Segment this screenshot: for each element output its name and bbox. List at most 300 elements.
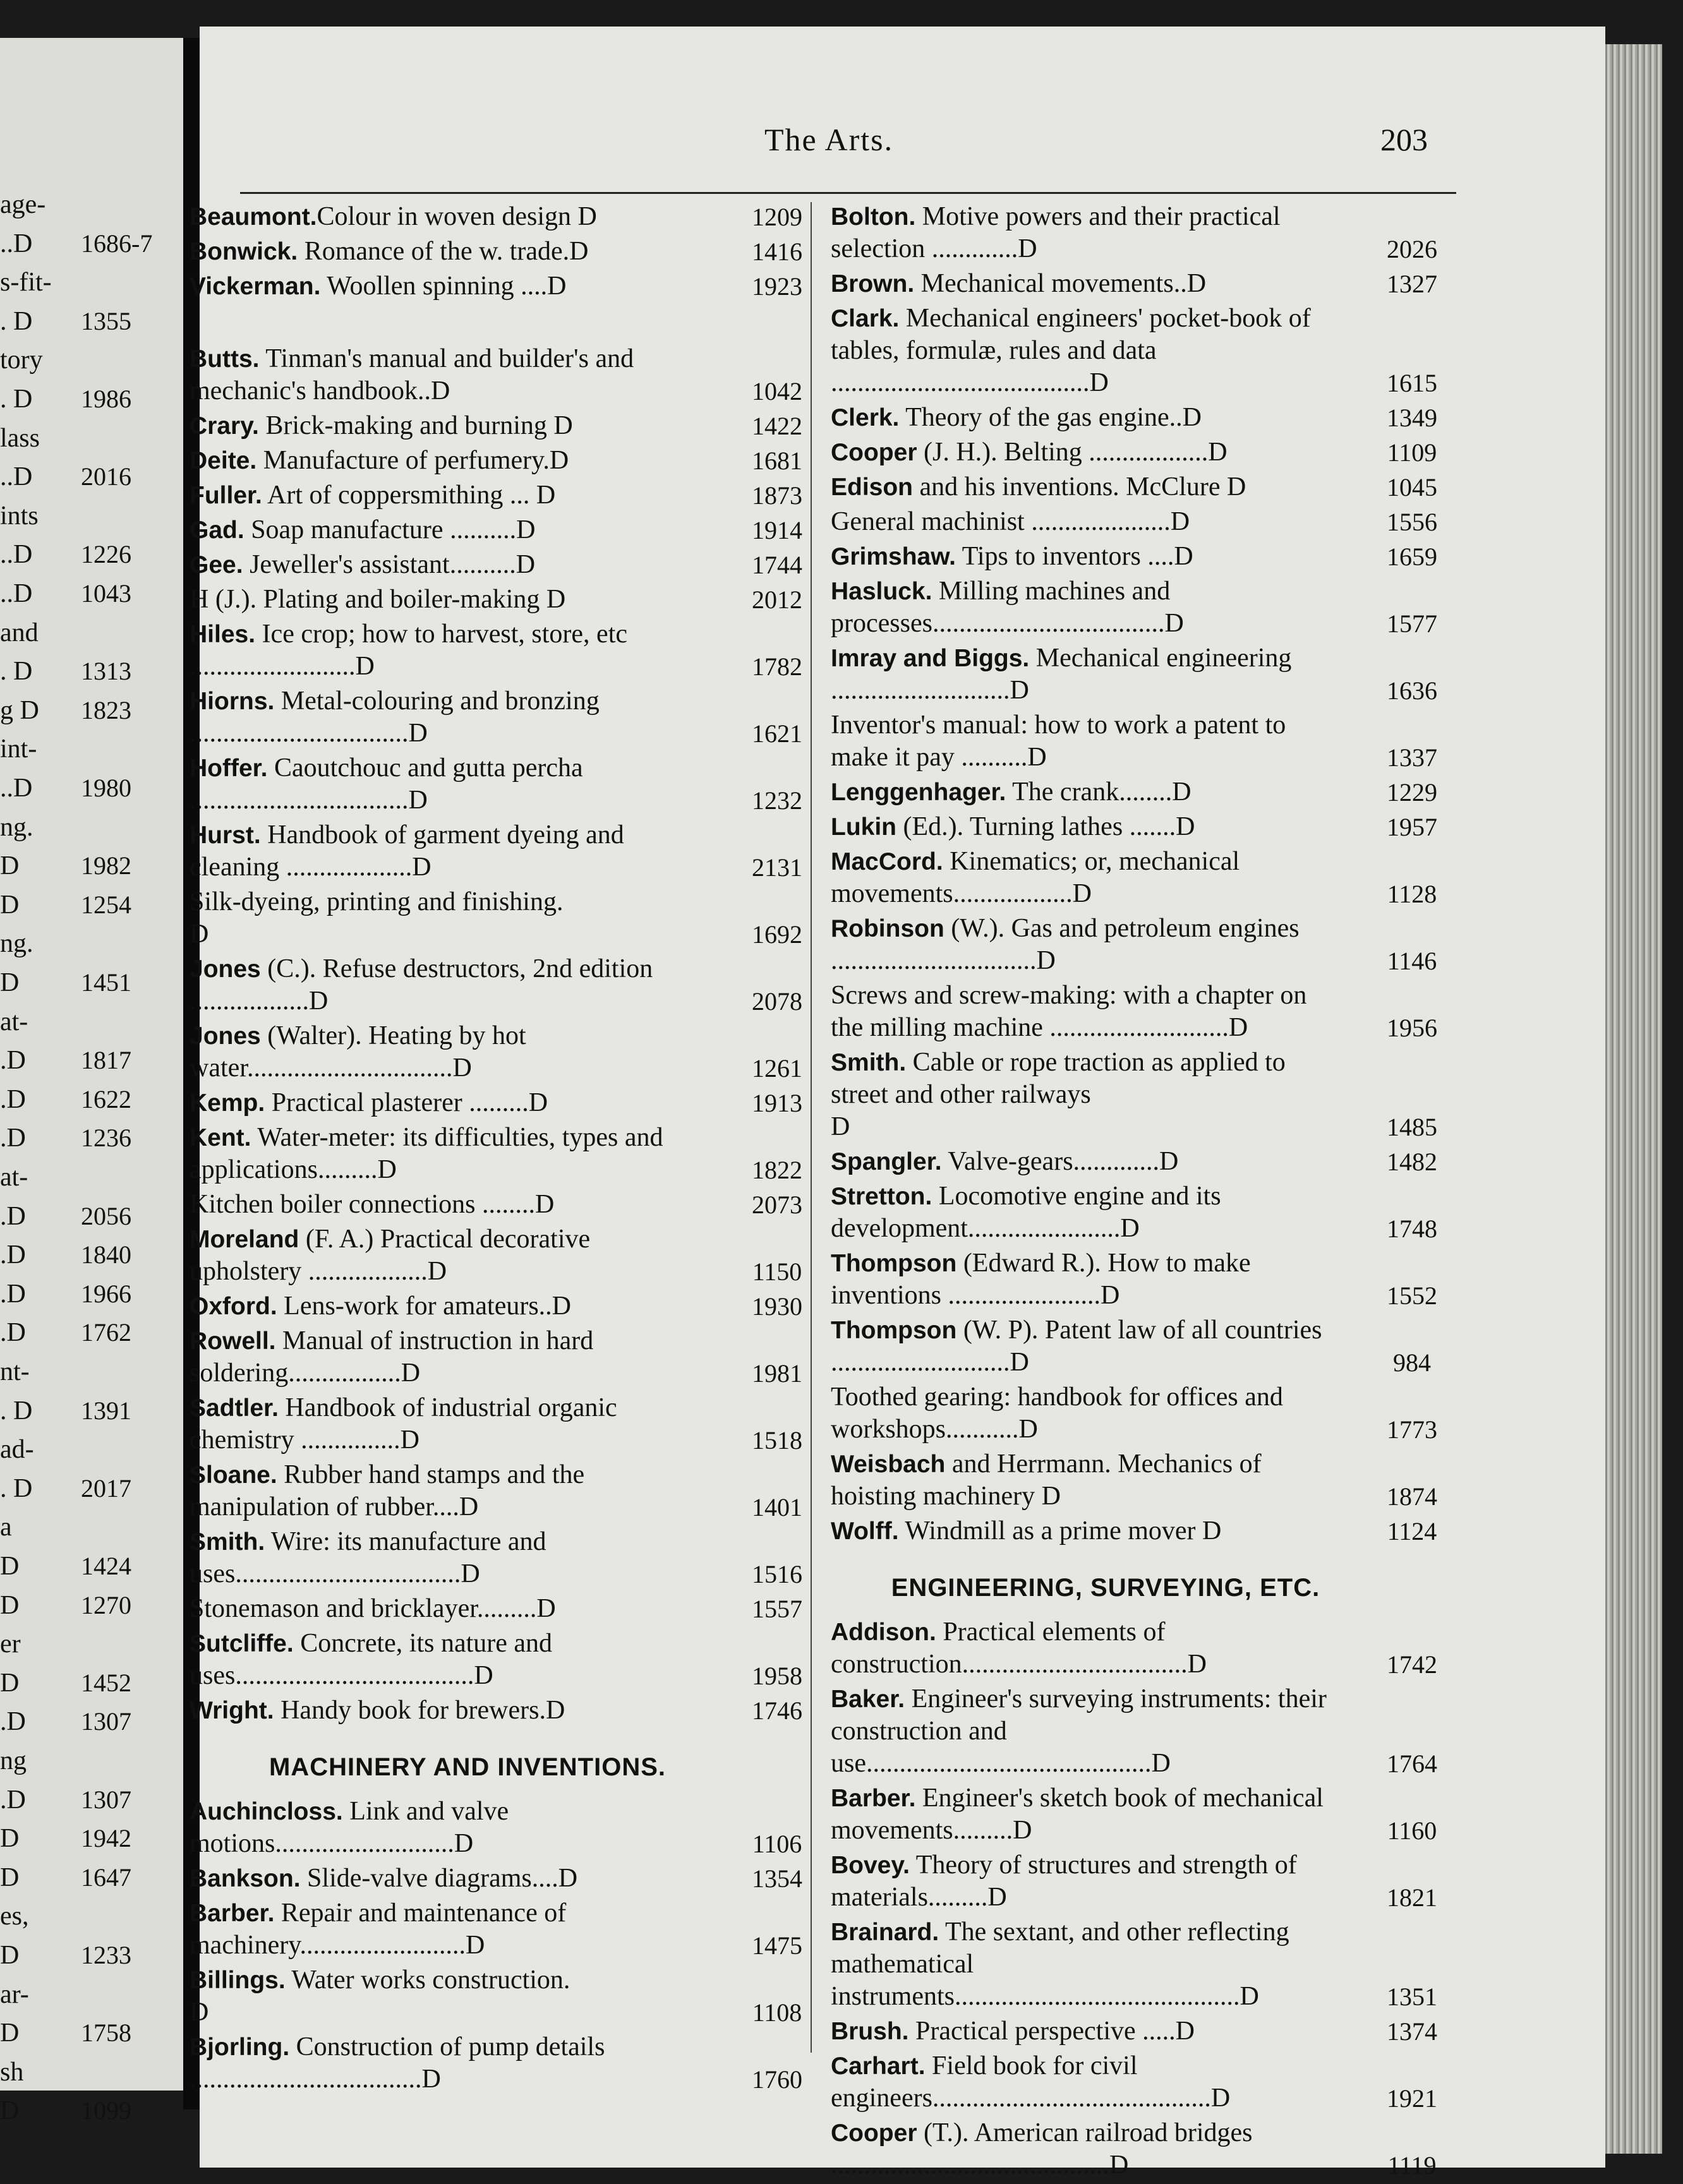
entry-author: Brainard. [831,1919,939,1946]
entry-text [190,1628,821,1692]
book-entry [831,575,1456,640]
left-page-fragment-text: a [0,1513,12,1542]
book-entry [831,2015,1456,2048]
left-page-fragment-text: .D [0,1240,26,1270]
entry-text [190,1087,821,1119]
book-entry [190,549,821,581]
entry-text [190,1459,821,1523]
entry-author: Clark. [831,305,900,332]
entry-author: Smith. [831,1049,907,1076]
book-entry [831,471,1456,503]
entry-catalogue-number: 1351 [1387,1983,1437,2011]
left-page-fragment-text: .D [0,1084,26,1114]
entry-text [831,303,1456,399]
left-page-fragment-text: .D [0,1124,26,1153]
entry-title: (T.). American railroad bridges ..........................................D [831,2118,1253,2180]
book-entry [190,584,821,616]
book-entry [190,752,821,817]
left-page-fragment-text: ints [0,501,39,531]
entry-catalogue-number: 1760 [752,2065,802,2094]
left-page-fragment-text: ng. [0,929,33,959]
entry-catalogue-number: 1042 [752,377,802,405]
entry-catalogue-number: 1119 [1387,2151,1437,2180]
entry-title: The sextant, and other reflecting mathematical instruments...........................................D [831,1917,1289,2011]
entry-author: Billings. [190,1967,286,1994]
entry-catalogue-number: 1327 [1387,270,1437,298]
entry-title: (Walter). Heating by hot water...............................D [190,1021,526,1083]
entry-text [831,709,1456,774]
entry-author: Moreland [190,1226,299,1253]
book-entry [190,1325,821,1389]
left-page-fragment-text: . D [0,385,33,414]
running-header-title: The Arts. [764,122,894,157]
book-entry [190,1593,821,1625]
entry-catalogue-number: 1957 [1387,813,1437,841]
entry-author: Hasluck. [831,578,932,605]
left-page-fragment-text: tory [0,345,43,375]
left-page-fragment-number: 1758 [81,2019,131,2048]
left-page-fragment-text: at- [0,1163,28,1192]
entry-title: Theory of the gas engine..D [899,403,1202,432]
entry-text [190,618,821,683]
book-entry [190,479,821,512]
entry-text [190,1796,821,1860]
entry-catalogue-number: 1930 [752,1292,802,1321]
entry-text [190,1122,821,1186]
entry-text [190,1392,821,1456]
book-entry [190,819,821,884]
book-entry [831,709,1456,774]
entry-author: Sutcliffe. [190,1630,294,1657]
left-page-fragment-number: 1307 [81,1707,131,1736]
entry-catalogue-number: 2026 [1387,235,1437,263]
left-page-fragment-number: 1307 [81,1785,131,1814]
entry-text [190,1863,821,1895]
entry-catalogue-number: 1659 [1387,543,1437,571]
entry-author: Barber. [190,1900,275,1927]
left-page-fragment-text: .D [0,1279,26,1309]
entry-text [190,1695,821,1727]
entry-catalogue-number: 1636 [1387,676,1437,705]
entry-title: Woollen spinning ....D [320,272,567,301]
book-entry [190,270,821,303]
entry-title: Soap manufacture ..........D [244,515,536,544]
entry-title: (J. H.). Belting ..................D [917,438,1228,467]
book-entry [831,303,1456,399]
book-entry [190,1796,821,1860]
entry-catalogue-number: 1556 [1387,508,1437,536]
book-entry [831,811,1456,843]
entry-text [190,514,821,546]
entry-title: Field book for civil engineers..........................................D [831,2051,1231,2113]
left-page-fragment-text: and [0,618,39,647]
entry-text [831,1381,1456,1446]
entry-text [190,1593,821,1625]
entry-catalogue-number: 984 [1393,1348,1431,1377]
left-page-fragment-number: 1270 [81,1590,131,1619]
book-entry [190,410,821,442]
entry-title: Mechanical movements..D [914,269,1207,298]
entry-author: Cooper [831,439,917,466]
entry-catalogue-number: 2012 [752,585,802,614]
entry-author: Bankson. [190,1865,301,1892]
left-page-fragment-text: . D [0,306,33,336]
left-page-fragment-text: D [0,1824,20,1854]
entry-catalogue-number: 1160 [1387,1816,1437,1845]
entry-title: Repair and maintenance of machinery.........................D [190,1899,567,1960]
entry-catalogue-number: 1914 [752,516,802,544]
entry-author: Hoffer. [190,755,268,782]
entry-catalogue-number: 1764 [1387,1749,1437,1778]
book-entry [831,642,1456,707]
entry-text [190,549,821,581]
entry-catalogue-number: 1045 [1387,473,1437,501]
entry-catalogue-number: 1746 [752,1696,802,1725]
entry-catalogue-number: 2078 [752,987,802,1016]
entry-author: MacCord. [831,848,943,875]
entry-catalogue-number: 1748 [1387,1215,1437,1243]
left-page-fragment-number: 1236 [81,1124,131,1153]
entry-text [831,575,1456,640]
entry-author: Lenggenhager. [831,779,1006,806]
entry-author: Thompson [831,1317,957,1344]
left-page-fragment-number: 1686-7 [81,229,153,258]
book-entry [831,776,1456,808]
left-page-fragment-number: 1762 [81,1318,131,1347]
entry-catalogue-number: 1773 [1387,1415,1437,1444]
entry-author: Brush. [831,2018,909,2045]
entry-author: Kemp. [190,1089,265,1117]
entry-author: Addison. [831,1619,936,1646]
entry-author: Spangler. [831,1148,942,1175]
entry-text [831,268,1456,300]
entry-title: Tips to inventors ....D [955,542,1193,571]
entry-catalogue-number: 1518 [752,1426,802,1455]
entry-text [831,1448,1456,1513]
entry-catalogue-number: 1209 [752,203,802,231]
book-entry [831,1916,1456,2013]
left-page-fragment-text: s-fit- [0,268,52,297]
entry-title: Art of coppersmithing ... D [262,481,556,510]
left-page-fragment-number: 1840 [81,1240,131,1269]
entry-catalogue-number: 1958 [752,1662,802,1690]
entry-catalogue-number: 1401 [752,1493,802,1521]
left-page-fragment-number: 1391 [81,1396,131,1425]
book-entry [190,2031,821,2096]
entry-author: Jones [190,1023,261,1050]
entry-title: Kinematics; or, mechanical movements..................D [831,847,1240,908]
left-page-fragment-text: D [0,968,20,997]
entry-catalogue-number: 1354 [752,1864,802,1893]
left-page-fragment-text: . D [0,1473,33,1503]
entry-author: Kent. [190,1124,251,1151]
entry-catalogue-number: 1374 [1387,2017,1437,2046]
book-entry [831,1616,1456,1681]
entry-title: Handy book for brewers.D [274,1696,565,1725]
entry-title: and his inventions. McClure D [913,472,1246,501]
entry-text [831,201,1456,265]
entry-title: Manual of instruction in hard soldering.................D [190,1326,594,1388]
entry-catalogue-number: 1337 [1387,743,1437,772]
left-column [190,201,821,2098]
entry-text [831,2050,1456,2115]
book-entry [831,2117,1456,2181]
entry-catalogue-number: 1485 [1387,1113,1437,1141]
entry-catalogue-number: 1822 [752,1156,802,1184]
entry-text [831,1180,1456,1245]
left-page-fragment-text: es, [0,1902,29,1931]
left-page-fragment-text: g D [0,695,39,725]
book-entry [190,201,821,233]
book-entry [831,1381,1456,1446]
left-page-fragment-text: ..D [0,462,33,492]
entry-title: Theory of structures and strength of materials.........D [831,1851,1297,1912]
entry-text [190,1290,821,1323]
left-page-fragment-text: int- [0,735,37,764]
book-entry [190,1290,821,1323]
entry-author: Bjorling. [190,2034,290,2061]
entry-title: Mechanical engineering ...........................D [831,644,1292,705]
entry-text [190,819,821,884]
book-entry [190,1189,821,1221]
left-page-fragment-text: .D [0,1785,26,1815]
left-page-fragment-text: .D [0,1201,26,1231]
book-entry [190,953,821,1017]
entry-title: Practical perspective .....D [908,2017,1195,2046]
book-entry [831,541,1456,573]
left-page-fragment-text: ar- [0,1979,29,2009]
book-entry [831,1146,1456,1178]
left-page-fragment-text: ..D [0,579,33,608]
entry-catalogue-number: 1923 [752,272,802,301]
page-edges [1605,44,1662,2154]
entry-author: Baker. [831,1686,905,1713]
entry-author: Sloane. [190,1461,277,1489]
entry-title: Handbook of industrial organic chemistry ...............D [190,1393,617,1455]
left-page-fragment-text: .D [0,1707,26,1737]
right-column-entries [831,201,1456,1547]
left-page-fragment-text: D [0,1552,20,1581]
entry-catalogue-number: 1621 [752,719,802,748]
entry-title: Manufacture of perfumery.D [256,446,569,475]
entry-title: Water-meter: its difficulties, types and applications.........D [190,1123,663,1184]
entry-catalogue-number: 1742 [1387,1650,1437,1679]
entry-catalogue-number: 1577 [1387,609,1437,638]
entry-title: Link and valve motions...........................D [190,1797,509,1858]
left-page-fragment-text: ..D [0,229,33,258]
entry-text [190,1964,821,2029]
entry-catalogue-number: 1106 [752,1830,802,1858]
entry-text [190,685,821,750]
entry-text [190,201,821,233]
left-page-fragment-text: at- [0,1007,28,1036]
left-page-fragment-number: 1966 [81,1279,131,1308]
header-rule [240,192,1456,194]
machinery-entries [190,1796,821,2096]
left-page-fragment-text: D [0,1590,20,1620]
entry-text [831,1515,1456,1547]
left-page-fragment-text: D [0,2096,20,2126]
book-entry [190,1020,821,1084]
book-entry [190,343,821,407]
entry-text [831,1616,1456,1681]
entry-author: Butts. [190,345,260,373]
entry-author: Barber. [831,1785,916,1812]
book-entry [831,980,1456,1044]
book-entry [831,1448,1456,1513]
entry-catalogue-number: 1981 [752,1359,802,1388]
left-page-fragment-number: 1424 [81,1552,131,1580]
left-page-fragment-text: D [0,2019,20,2048]
book-entry [190,618,821,683]
book-entry [190,1964,821,2029]
entry-title: Lens-work for amateurs..D [277,1292,572,1321]
entry-title: General machinist .....................D [831,507,1190,536]
entry-title: (Edward R.). How to make inventions .......................D [831,1249,1251,1310]
entry-catalogue-number: 2073 [752,1191,802,1219]
entry-title: Motive powers and their practical selection .............D [831,202,1281,263]
entry-catalogue-number: 1913 [752,1089,802,1117]
entry-catalogue-number: 1552 [1387,1281,1437,1310]
entry-title: Locomotive engine and its development.......................D [831,1182,1221,1243]
left-page-fragment-text: ..D [0,774,33,803]
left-page-fragment-number: 1942 [81,1824,131,1853]
left-page-fragment-text: .D [0,1046,26,1076]
entry-author: Hurst. [190,822,261,849]
entry-catalogue-number: 1782 [752,652,802,681]
entry-text [831,1247,1456,1312]
entry-catalogue-number: 1921 [1387,2084,1437,2113]
book-entry [190,1223,821,1288]
entry-text [190,445,821,477]
entry-text [831,980,1456,1044]
book-entry [190,1863,821,1895]
left-page-fragment-text: D [0,890,20,920]
left-page-fragment [0,38,183,2126]
left-page-fragment-number: 1982 [81,851,131,880]
entry-catalogue-number: 1744 [752,551,802,579]
left-page-fragment-number: 1980 [81,774,131,802]
book-entry [831,268,1456,300]
entry-catalogue-number: 1874 [1387,1482,1437,1511]
entry-text [831,2117,1456,2181]
entry-text [831,2015,1456,2048]
book-entry [831,1849,1456,1914]
section-heading-engineering: ENGINEERING, SURVEYING, ETC. [891,1574,1320,1602]
entry-text [190,1897,821,1962]
book-entry [831,506,1456,538]
left-page-fragment-text: . D [0,657,33,687]
left-page-fragment-text: sh [0,2057,24,2087]
entry-title: and Herrmann. Mechanics of hoisting machinery D [831,1449,1262,1511]
entry-text [190,2031,821,2096]
entry-author: Deite. [190,447,257,474]
entry-title: Romance of the w. trade.D [298,237,589,266]
left-page-fragment-text: lass [0,423,40,453]
entry-author: Wolff. [831,1518,899,1545]
entry-catalogue-number: 1422 [752,412,802,440]
book-entry [831,2050,1456,2115]
left-page-fragment-text: D [0,1863,20,1892]
left-page-fragment-number: 1986 [81,385,131,413]
entry-catalogue-number: 1692 [752,920,802,949]
entry-text [831,471,1456,503]
left-page-fragment-text: er [0,1629,21,1659]
entry-text [190,1526,821,1590]
entry-catalogue-number: 1109 [1387,438,1437,467]
entry-title: Caoutchouc and gutta percha .................................D [190,753,583,815]
entry-author: Bonwick. [190,238,298,265]
entry-text [190,886,821,951]
entry-title: Kitchen boiler connections ........D [190,1190,555,1219]
entry-title: Slide-valve diagrams....D [300,1864,578,1893]
entry-title: Stonemason and bricklayer.........D [190,1594,556,1623]
page-number: 203 [1380,122,1428,157]
book-entry [190,1087,821,1119]
left-page-fragment-number: 1452 [81,1668,131,1697]
entry-title: (W.). Gas and petroleum engines ...............................D [831,914,1300,975]
left-page-fragment-number: 2056 [81,1201,131,1230]
entry-text [831,1916,1456,2013]
entry-title: Practical plasterer .........D [265,1088,548,1117]
entry-text [831,1782,1456,1847]
entry-author: Cooper [831,2120,917,2147]
book-entry [190,1122,821,1186]
entry-text [831,776,1456,808]
entry-author: Fuller. [190,482,262,509]
entry-title: Concrete, its nature and uses....................................D [190,1629,553,1690]
entry-author: Gad. [190,517,244,544]
entry-catalogue-number: 1475 [752,1931,802,1960]
entry-catalogue-number: 1516 [752,1560,802,1588]
entry-text [190,236,821,268]
entry-author: Lukin [831,813,896,841]
entry-title: Practical elements of construction..................................D [831,1617,1207,1679]
book-entry [190,1526,821,1590]
entry-catalogue-number: 1873 [752,481,802,510]
entry-title: Mechanical engineers' pocket-book of tables, formulæ, rules and data .......................................D [831,304,1311,397]
book-entry [831,1314,1456,1379]
entry-catalogue-number: 1615 [1387,369,1437,397]
section-heading-machinery: MACHINERY AND INVENTIONS. [268,1753,666,1781]
entry-title: Brick-making and burning D [258,411,573,440]
entry-title: Rubber hand stamps and the manipulation of rubber....D [190,1460,585,1521]
entry-author: Jones [190,956,261,983]
entry-author: Smith. [190,1528,265,1556]
left-page-fragment-number: 1313 [81,657,131,686]
book-entry [831,1683,1456,1780]
left-page-fragment-number: 1451 [81,968,131,997]
entry-author: Stretton. [831,1183,932,1210]
left-page-fragment-number: 1823 [81,695,131,724]
entry-title: Ice crop; how to harvest, store, etc .........................D [190,620,628,681]
book-entry [831,1515,1456,1547]
entry-title: Engineer's surveying instruments: their construction and use...........................................D [831,1684,1327,1778]
entry-author: Hiorns. [190,688,275,715]
entry-title: Silk-dyeing, printing and finishing. D [190,887,564,949]
entry-text [831,541,1456,573]
entry-text [831,811,1456,843]
entry-title: Jeweller's assistant..........D [243,550,536,579]
book-entry [190,514,821,546]
entry-text [190,953,821,1017]
entry-author: Brown. [831,270,915,297]
entry-author: Oxford. [190,1293,277,1320]
left-page-fragment-number: 2016 [81,462,131,491]
entry-author: Wright. [190,1697,274,1724]
book-entry [831,436,1456,469]
entry-author: Weisbach [831,1451,946,1478]
